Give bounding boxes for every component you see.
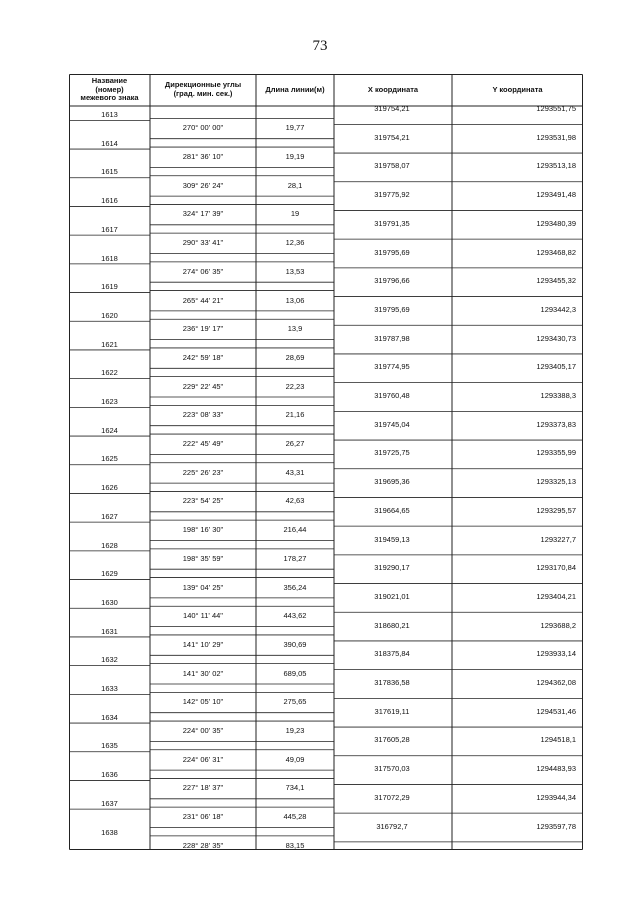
line-length-cell: 178,27 (283, 553, 307, 563)
header-mark-name: Название (номер) межевого знака (80, 76, 139, 103)
header-direction-angle: Дирекционные углы (град. мин. сек.) (164, 80, 242, 98)
x-coordinate-cell: 319795,69 (374, 304, 410, 314)
x-coordinate-cell: 318375,84 (374, 649, 410, 659)
line-length-cell: 13,06 (285, 295, 305, 305)
direction-angle-cell: 281° 36' 10" (182, 152, 224, 162)
x-coordinate-cell: 317836,58 (374, 678, 410, 687)
y-coordinate-cell: 1294483,93 (536, 764, 576, 774)
x-coordinate-cell: 319760,48 (374, 391, 410, 400)
y-coordinate-cell: 1293388,3 (540, 391, 576, 400)
x-coordinate-cell: 319695,36 (374, 477, 410, 487)
line-length-cell: 26,27 (285, 439, 305, 449)
line-length-cell: 28,69 (285, 352, 305, 362)
line-length-cell: 390,69 (283, 639, 307, 649)
mark-name-cell: 1630 (101, 597, 118, 607)
x-coordinate-cell: 319745,04 (374, 419, 410, 429)
direction-angle-cell: 242° 59' 18" (182, 352, 224, 362)
direction-angle-cell: 290° 33' 41" (182, 238, 224, 248)
mark-name-cell: 1618 (101, 253, 118, 263)
y-coordinate-cell: 1293468,82 (536, 247, 576, 257)
x-coordinate-cell: 319459,13 (374, 534, 410, 544)
x-coordinate-cell: 319795,69 (374, 247, 410, 257)
y-coordinate-cell: 1293405,17 (536, 362, 576, 372)
y-coordinate-cell: 1293688,2 (540, 620, 576, 630)
mark-name-cell: 1637 (101, 798, 118, 808)
direction-angle-cell: 140° 11' 44" (183, 611, 223, 621)
direction-angle-cell: 231° 06' 18" (182, 812, 224, 822)
direction-angle-cell: 225° 26' 23" (182, 467, 224, 477)
direction-angle-cell: 223° 54' 25" (182, 496, 224, 506)
line-length-cell: 21,16 (285, 410, 305, 420)
direction-angle-cell: 222° 45' 49" (182, 439, 224, 449)
mark-name-cell: 1623 (101, 397, 118, 406)
y-coordinate-cell: 1293355,99 (536, 448, 576, 458)
mark-name-cell: 1616 (101, 196, 118, 206)
x-coordinate-cell: 319774,95 (374, 362, 410, 372)
x-coordinate-cell: 319725,75 (374, 448, 410, 458)
line-length-cell: 734,1 (285, 783, 305, 793)
mark-name-cell: 1620 (101, 310, 118, 320)
mark-name-cell: 1636 (101, 770, 118, 780)
x-coordinate-cell: 319664,65 (374, 505, 410, 515)
header-y-coordinate: Y координата (492, 84, 543, 94)
y-coordinate-cell: 1293430,73 (536, 333, 576, 343)
mark-name-cell: 1627 (101, 511, 118, 521)
direction-angle-cell: 229° 22' 45" (182, 381, 224, 391)
y-coordinate-cell: 1293295,57 (536, 505, 576, 515)
direction-angle-cell: 139° 04' 25" (182, 582, 224, 592)
line-length-cell: 22,23 (285, 381, 305, 391)
y-coordinate-cell: 1293933,14 (536, 649, 576, 659)
header-line-length: Длина линии(м) (265, 84, 325, 94)
y-coordinate-cell: 1293442,3 (540, 304, 576, 314)
direction-angle-cell: 223° 08' 33" (182, 410, 224, 420)
y-coordinate-cell: 1294518,1 (540, 735, 576, 745)
page-number: 73 (312, 38, 328, 54)
direction-angle-cell: 224° 00' 35" (182, 726, 224, 736)
x-coordinate-cell: 319758,07 (374, 161, 410, 171)
y-coordinate-cell: 1294531,46 (536, 706, 576, 716)
y-coordinate-cell: 1293513,18 (536, 161, 576, 171)
line-length-cell: 49,09 (285, 754, 305, 764)
y-coordinate-cell: 1293170,84 (536, 563, 576, 573)
y-coordinate-cell: 1293325,13 (536, 477, 576, 487)
line-length-cell: 13,53 (285, 266, 305, 276)
line-length-cell: 356,24 (283, 582, 307, 592)
y-coordinate-cell: 1293227,7 (540, 534, 576, 544)
mark-name-cell: 1634 (101, 712, 118, 722)
x-coordinate-cell: 319775,92 (374, 190, 410, 200)
x-coordinate-cell: 319021,01 (374, 591, 410, 601)
direction-angle-cell: 227° 18' 37" (182, 783, 224, 793)
line-length-cell: 689,05 (283, 668, 307, 678)
line-length-cell: 43,31 (285, 467, 305, 477)
mark-name-cell: 1619 (101, 282, 118, 292)
direction-angle-cell: 141° 10' 29" (182, 639, 224, 649)
line-length-cell: 19,77 (285, 123, 305, 133)
mark-name-cell: 1624 (101, 425, 118, 435)
line-length-cell: 13,9 (287, 324, 303, 334)
mark-name-cell: 1631 (101, 626, 118, 636)
mark-name-cell: 1638 (101, 827, 118, 837)
line-length-cell: 83,15 (285, 840, 305, 850)
mark-name-cell: 1633 (101, 684, 118, 693)
boundary-marks-table (69, 74, 583, 850)
x-coordinate-cell: 317570,03 (374, 764, 410, 774)
x-coordinate-cell: 319796,66 (374, 276, 410, 286)
line-length-cell: 216,44 (283, 525, 307, 535)
mark-name-cell: 1613 (101, 110, 118, 119)
y-coordinate-cell: 1293373,83 (536, 419, 576, 429)
line-length-cell: 445,28 (283, 812, 307, 822)
x-coordinate-cell: 319787,98 (374, 333, 410, 343)
y-coordinate-cell: 1293944,34 (536, 792, 576, 802)
line-length-cell: 28,1 (287, 180, 303, 190)
y-coordinate-cell: 1294362,08 (536, 678, 576, 687)
mark-name-cell: 1621 (101, 339, 118, 349)
line-length-cell: 42,63 (285, 496, 305, 506)
x-coordinate-cell: 319754,21 (374, 104, 410, 113)
mark-name-cell: 1614 (101, 138, 118, 148)
direction-angle-cell: 142° 05' 10" (182, 697, 224, 707)
direction-angle-cell: 198° 16' 30" (182, 525, 224, 535)
line-length-cell: 275,65 (283, 697, 307, 707)
y-coordinate-cell: 1293491,48 (536, 190, 576, 200)
x-coordinate-cell: 317072,29 (374, 792, 410, 802)
direction-angle-cell: 224° 06' 31" (182, 754, 224, 764)
y-coordinate-cell: 1293531,98 (536, 132, 576, 142)
y-coordinate-cell: 1293480,39 (536, 218, 576, 228)
direction-angle-cell: 265° 44' 21" (182, 295, 224, 305)
mark-name-cell: 1635 (101, 741, 118, 751)
y-coordinate-cell: 1293404,21 (536, 591, 576, 601)
direction-angle-cell: 141° 30' 02" (182, 668, 224, 678)
y-coordinate-cell: 1293455,32 (536, 276, 576, 286)
y-coordinate-cell: 1293551,75 (536, 104, 576, 113)
x-coordinate-cell: 317605,28 (374, 735, 410, 745)
x-coordinate-cell: 319290,17 (374, 563, 410, 573)
y-coordinate-cell: 1293597,78 (536, 821, 576, 831)
mark-name-cell: 1625 (101, 454, 118, 464)
line-length-cell: 12,36 (285, 238, 305, 248)
header-x-coordinate: X координата (367, 84, 419, 94)
mark-name-cell: 1615 (101, 167, 118, 177)
x-coordinate-cell: 316792,7 (376, 821, 408, 831)
direction-angle-cell: 309° 26' 24" (182, 180, 224, 190)
x-coordinate-cell: 318680,21 (374, 620, 410, 630)
mark-name-cell: 1626 (101, 483, 118, 493)
line-length-cell: 19,23 (285, 726, 305, 736)
line-length-cell: 443,62 (283, 611, 307, 621)
line-length-cell: 19 (290, 209, 300, 219)
direction-angle-cell: 270° 00' 00" (182, 123, 224, 133)
direction-angle-cell: 228° 28' 35" (182, 840, 224, 850)
direction-angle-cell: 274° 06' 35" (182, 266, 224, 276)
line-length-cell: 19,19 (285, 152, 305, 162)
x-coordinate-cell: 317619,11 (374, 706, 410, 716)
mark-name-cell: 1622 (101, 368, 118, 378)
direction-angle-cell: 236° 19' 17" (182, 324, 224, 334)
mark-name-cell: 1617 (101, 224, 118, 234)
x-coordinate-cell: 319791,35 (374, 218, 410, 228)
mark-name-cell: 1632 (101, 655, 118, 665)
direction-angle-cell: 324° 17' 39" (182, 209, 224, 219)
x-coordinate-cell: 319754,21 (374, 132, 410, 142)
direction-angle-cell: 198° 35' 59" (182, 553, 224, 563)
mark-name-cell: 1629 (101, 569, 118, 579)
mark-name-cell: 1628 (101, 540, 118, 550)
